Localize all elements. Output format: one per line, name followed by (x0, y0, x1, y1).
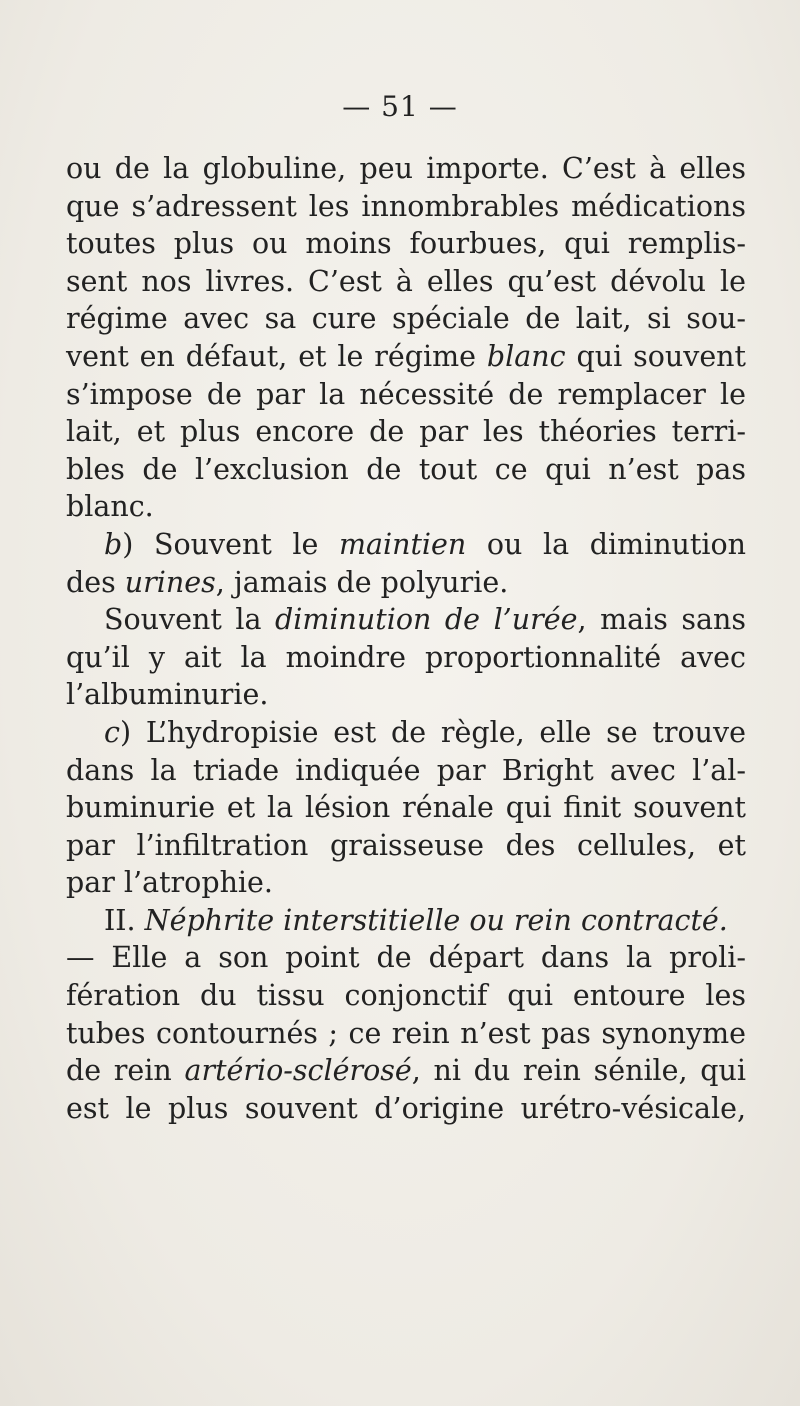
text-line (66, 977, 746, 1015)
text-run: par l’infiltration graisseuse des cellules, et (66, 828, 746, 862)
text-line (66, 150, 746, 188)
italic-text: maintien (338, 527, 467, 561)
text-line (66, 376, 746, 414)
text-run: , mais sans (577, 603, 746, 637)
text-line (66, 601, 746, 639)
page-number: — 51 — (342, 90, 458, 123)
text-run: des (66, 565, 125, 599)
text-run: qu’il y ait la moindre proportionnalité avec (66, 640, 746, 674)
text-run: fération du tissu conjonctif qui entoure les (66, 979, 746, 1013)
text-line (66, 1090, 746, 1128)
text-run: par l’atrophie. (66, 866, 273, 900)
text-run: Souvent la (104, 603, 276, 637)
text-line (66, 488, 746, 526)
italic-text: b (104, 527, 123, 561)
text-line (66, 714, 746, 752)
text-run: buminurie et la lésion rénale qui finit souvent (66, 791, 746, 825)
text-run: , jamais de polyurie. (215, 565, 509, 599)
text-line (66, 188, 746, 226)
text-line (66, 1052, 746, 1090)
text-run: , ni du rein sénile, qui (411, 1054, 746, 1088)
text-run: l’albuminurie. (66, 678, 269, 712)
text-line (66, 827, 746, 865)
text-run: de rein (66, 1054, 185, 1088)
text-run: est le plus souvent d’origine urétro-vésicale, (66, 1091, 746, 1125)
italic-text: c (104, 715, 120, 749)
text-run: que s’adressent les innombrables médications (66, 189, 746, 223)
italic-text: diminution de l’urée (275, 603, 578, 637)
text-line (66, 789, 746, 827)
text-line (66, 752, 746, 790)
text-line (66, 864, 746, 902)
text-run: s’impose de par la nécessité de remplacer le (66, 377, 746, 411)
text-run: qui souvent (565, 339, 746, 373)
text-line (66, 413, 746, 451)
italic-text: artério-sclérosé (184, 1054, 412, 1088)
italic-text: Néphrite interstitielle ou rein contracté. (144, 903, 728, 937)
text-run: dans la triade indiquée par Bright avec l’al- (66, 753, 746, 787)
text-run: toutes plus ou moins fourbues, qui remplis- (66, 227, 746, 261)
text-line (66, 564, 746, 602)
text-line (66, 902, 746, 940)
text-run: — Elle a son point de départ dans la proli- (66, 941, 746, 975)
text-run: ou la diminution (466, 527, 746, 561)
text-run: bles de l’exclusion de tout ce qui n’est pas (66, 452, 746, 486)
text-run: lait, et plus encore de par les théories terri- (66, 415, 746, 449)
text-run: sent nos livres. C’est à elles qu’est dévolu le (66, 264, 746, 298)
italic-text: blanc (486, 339, 566, 373)
text-run: tubes contournés ; ce rein n’est pas synonyme (66, 1016, 746, 1050)
text-line (66, 1015, 746, 1053)
text-line (66, 526, 746, 564)
text-line (66, 338, 746, 376)
text-line (66, 225, 746, 263)
body-text (66, 150, 746, 1127)
text-run: blanc. (66, 490, 154, 524)
text-run: ou de la globuline, peu importe. C’est à elles (66, 152, 746, 185)
text-run: ) Souvent le (122, 527, 339, 561)
text-line (66, 939, 746, 977)
text-run: II. (104, 903, 145, 937)
text-line (66, 676, 746, 714)
text-run: régime avec sa cure spéciale de lait, si sou- (66, 302, 746, 336)
text-line (66, 263, 746, 301)
text-run: vent en défaut, et le régime (66, 339, 487, 373)
text-run: ) L’hydropisie est de règle, elle se trouve (119, 715, 746, 749)
text-line (66, 639, 746, 677)
text-line (66, 300, 746, 338)
italic-text: urines (124, 565, 216, 599)
text-line (66, 451, 746, 489)
